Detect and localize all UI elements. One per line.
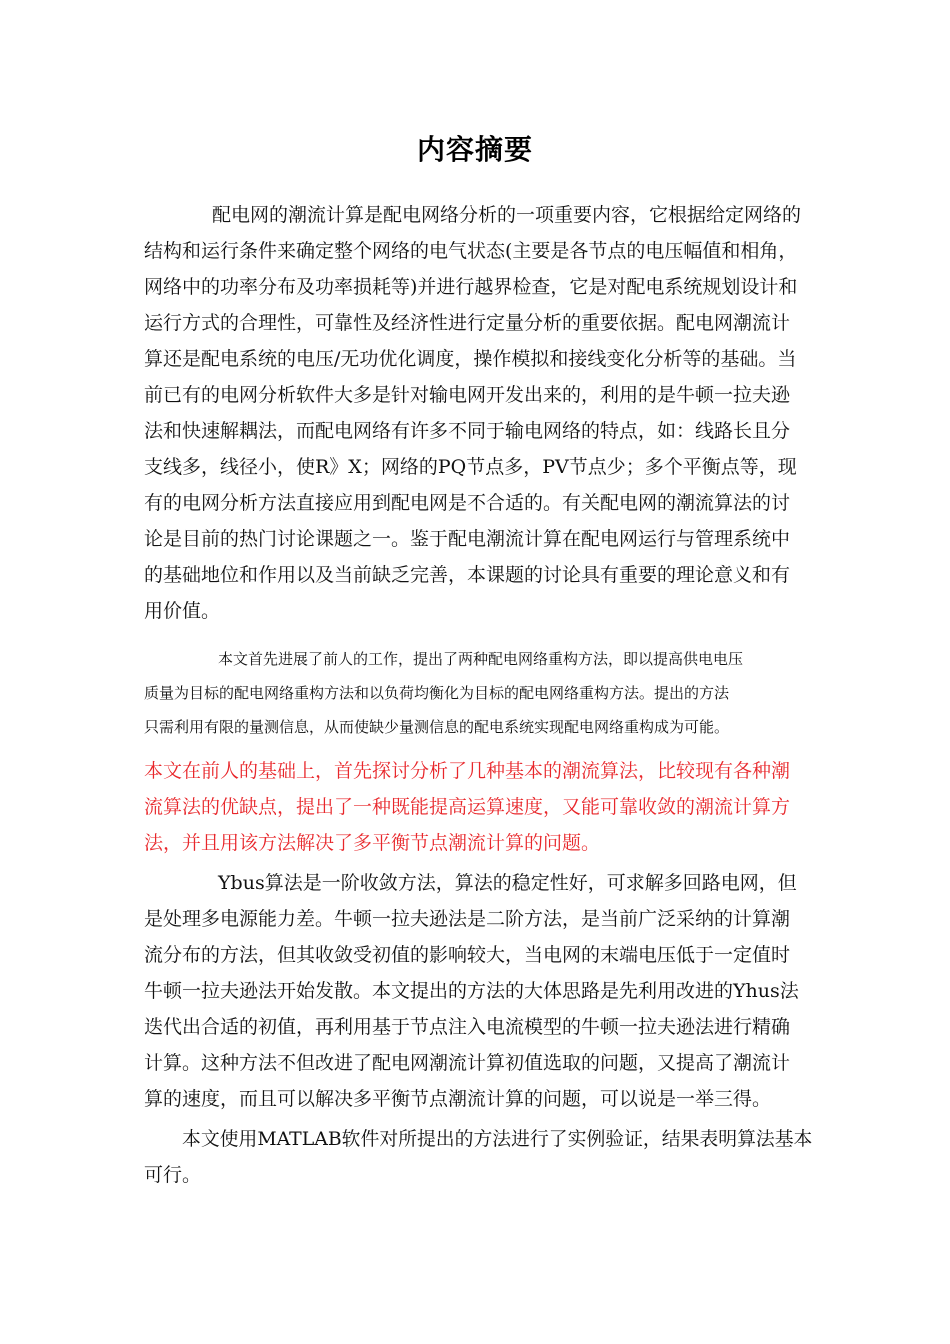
text-line: 可行。 <box>144 1164 202 1186</box>
text-line: 计算。这种方法不但改进了配电网潮流计算初值选取的问题，又提高了潮流计 <box>144 1052 791 1074</box>
text-line: 结构和运行条件来确定整个网络的电气状态(主要是各节点的电压幅值和相角， <box>144 240 798 262</box>
text-line: 只需利用有限的量测信息，从而使缺少量测信息的配电系统实现配电网络重构成为可能。 <box>144 718 730 736</box>
text-line: 前已有的电网分析软件大多是针对输电网开发出来的，利用的是牛顿一拉夫逊 <box>144 384 791 406</box>
text-line: 迭代出合适的初值，再利用基于节点注入电流模型的牛顿一拉夫逊法进行精确 <box>144 1016 791 1038</box>
text-line: 的基础地位和作用以及当前缺乏完善，本课题的讨论具有重要的理论意义和有 <box>144 564 791 586</box>
text-line: 本文首先进展了前人的工作，提出了两种配电网络重构方法，即以提高供电电压 <box>218 650 744 668</box>
text-line: 算还是配电系统的电压/无功优化调度，操作模拟和接线变化分析等的基础。当 <box>144 348 797 370</box>
highlighted-line: 法，并且用该方法解决了多平衡节点潮流计算的问题。 <box>144 832 601 854</box>
text-line: 运行方式的合理性，可靠性及经济性进行定量分析的重要依据。配电网潮流计 <box>144 312 791 334</box>
highlighted-line: 本文在前人的基础上，首先探讨分析了几种基本的潮流算法，比较现有各种潮 <box>144 760 791 782</box>
text-line: 牛顿一拉夫逊法开始发散。本文提出的方法的大体思路是先利用改进的Yhus法 <box>144 980 799 1002</box>
text-line: 论是目前的热门讨论课题之一。鉴于配电潮流计算在配电网运行与管理系统中 <box>144 528 791 550</box>
text-line: 本文使用MATLAB软件对所提出的方法进行了实例验证，结果表明算法基本 <box>182 1128 813 1150</box>
text-line: 支线多，线径小，使R》X；网络的PQ节点多，PV节点少；多个平衡点等，现 <box>144 456 797 478</box>
text-line: 用价值。 <box>144 600 221 622</box>
text-line: 法和快速解耦法，而配电网络有许多不同于输电网络的特点，如：线路长且分 <box>144 420 791 442</box>
text-line: 网络中的功率分布及功率损耗等)并进行越界检查，它是对配电系统规划设计和 <box>144 276 798 298</box>
text-line: Ybus算法是一阶收敛方法，算法的稳定性好，可求解多回路电网，但 <box>218 872 797 894</box>
text-line: 是处理多电源能力差。牛顿一拉夫逊法是二阶方法，是当前广泛采纳的计算潮 <box>144 908 791 930</box>
text-line: 有的电网分析方法直接应用到配电网是不合适的。有关配电网的潮流算法的讨 <box>144 492 791 514</box>
highlighted-line: 流算法的优缺点，提出了一种既能提高运算速度，又能可靠收敛的潮流计算方 <box>144 796 791 818</box>
text-line: 配电网的潮流计算是配电网络分析的一项重要内容，它根据给定网络的 <box>212 204 802 226</box>
page-title: 内容摘要 <box>416 133 533 166</box>
text-line: 算的速度，而且可以解决多平衡节点潮流计算的问题，可以说是一举三得。 <box>144 1088 772 1110</box>
text-line: 流分布的方法，但其收敛受初值的影响较大，当电网的末端电压低于一定值时 <box>144 944 791 966</box>
text-line: 质量为目标的配电网络重构方法和以负荷均衡化为目标的配电网络重构方法。提出的方法 <box>144 684 730 702</box>
